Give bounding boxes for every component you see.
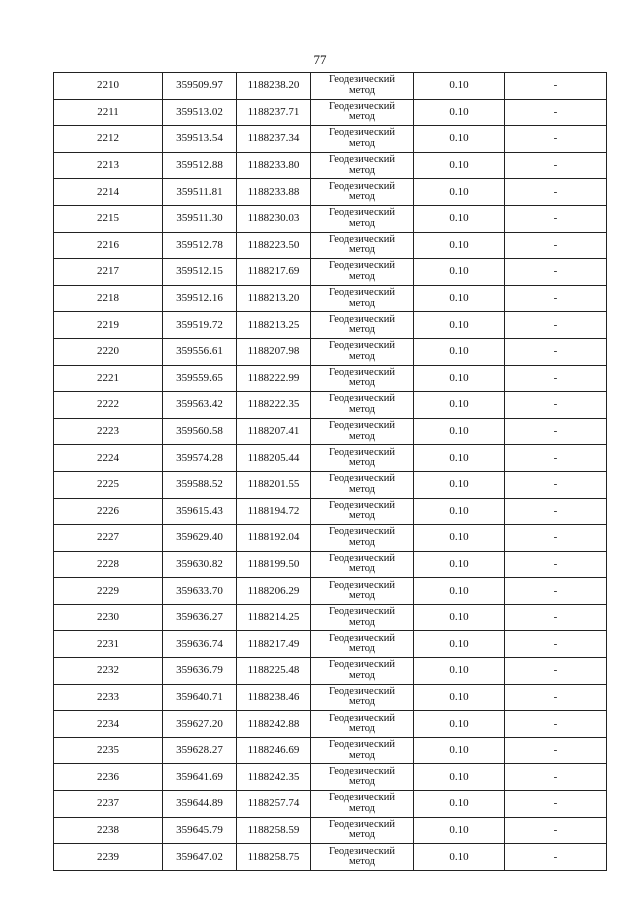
description-cell: - (505, 764, 607, 791)
description-cell: - (505, 205, 607, 232)
x-coordinate-cell: 359513.02 (163, 99, 237, 126)
method-line-1: Геодезический (329, 180, 395, 192)
method-line-1: Геодезический (329, 366, 395, 378)
table-row (54, 578, 607, 605)
description-cell: - (505, 392, 607, 419)
method-cell (311, 737, 414, 764)
method-line-1: Геодезический (329, 552, 395, 564)
method-line-1: Геодезический (329, 207, 395, 219)
description-cell: - (505, 285, 607, 312)
method-line-1: Геодезический (329, 420, 395, 432)
method-line-1: Геодезический (329, 818, 395, 830)
method-line-1: Геодезический (329, 154, 395, 166)
method-line-1: Геодезический (329, 765, 395, 777)
x-coordinate-cell: 359633.70 (163, 578, 237, 605)
table-row (54, 525, 607, 552)
description-cell: - (505, 631, 607, 658)
method-cell (311, 179, 414, 206)
y-coordinate-cell: 1188192.04 (237, 525, 311, 552)
y-coordinate-cell: 1188206.29 (237, 578, 311, 605)
method-line-1: Геодезический (329, 606, 395, 618)
x-coordinate-cell: 359645.79 (163, 817, 237, 844)
method-line-2: метод (348, 191, 376, 203)
method-line-1: Геодезический (329, 659, 395, 671)
x-coordinate-cell: 359512.16 (163, 285, 237, 312)
method-cell (311, 73, 414, 100)
coordinates-table (53, 72, 607, 871)
accuracy-cell: 0.10 (414, 684, 505, 711)
x-coordinate-cell: 359512.15 (163, 259, 237, 286)
method-line-2: метод (348, 590, 376, 602)
x-coordinate-cell: 359513.54 (163, 126, 237, 153)
description-cell: - (505, 551, 607, 578)
accuracy-cell: 0.10 (414, 392, 505, 419)
point-number-cell: 2238 (54, 817, 163, 844)
x-coordinate-cell: 359641.69 (163, 764, 237, 791)
description-cell: - (505, 99, 607, 126)
method-cell (311, 205, 414, 232)
method-line-2: метод (348, 350, 376, 362)
method-cell (311, 658, 414, 685)
method-line-2: метод (348, 457, 376, 469)
description-cell: - (505, 844, 607, 871)
point-number-cell: 2225 (54, 471, 163, 498)
table-row (54, 365, 607, 392)
table-row (54, 338, 607, 365)
y-coordinate-cell: 1188230.03 (237, 205, 311, 232)
y-coordinate-cell: 1188258.59 (237, 817, 311, 844)
method-line-1: Геодезический (329, 685, 395, 697)
table-row (54, 604, 607, 631)
method-line-1: Геодезический (329, 127, 395, 139)
method-line-2: метод (348, 669, 376, 681)
method-line-1: Геодезический (329, 845, 395, 857)
accuracy-cell: 0.10 (414, 445, 505, 472)
description-cell: - (505, 817, 607, 844)
table-row (54, 791, 607, 818)
table-row (54, 684, 607, 711)
x-coordinate-cell: 359556.61 (163, 338, 237, 365)
method-line-2: метод (348, 802, 376, 814)
x-coordinate-cell: 359563.42 (163, 392, 237, 419)
table-row (54, 631, 607, 658)
method-line-2: метод (348, 164, 376, 176)
method-line-2: метод (348, 244, 376, 256)
point-number-cell: 2211 (54, 99, 163, 126)
accuracy-cell: 0.10 (414, 578, 505, 605)
table-row (54, 99, 607, 126)
method-line-2: метод (348, 563, 376, 575)
method-line-2: метод (348, 829, 376, 841)
method-line-2: метод (348, 377, 376, 389)
method-line-2: метод (348, 616, 376, 628)
description-cell: - (505, 471, 607, 498)
point-number-cell: 2212 (54, 126, 163, 153)
point-number-cell: 2215 (54, 205, 163, 232)
table-row (54, 179, 607, 206)
accuracy-cell: 0.10 (414, 259, 505, 286)
description-cell: - (505, 365, 607, 392)
x-coordinate-cell: 359560.58 (163, 418, 237, 445)
method-cell (311, 711, 414, 738)
y-coordinate-cell: 1188238.46 (237, 684, 311, 711)
method-cell (311, 631, 414, 658)
point-number-cell: 2232 (54, 658, 163, 685)
x-coordinate-cell: 359636.27 (163, 604, 237, 631)
point-number-cell: 2221 (54, 365, 163, 392)
point-number-cell: 2219 (54, 312, 163, 339)
y-coordinate-cell: 1188237.71 (237, 99, 311, 126)
y-coordinate-cell: 1188238.20 (237, 73, 311, 100)
method-line-1: Геодезический (329, 446, 395, 458)
method-line-2: метод (348, 430, 376, 442)
description-cell: - (505, 126, 607, 153)
table-row (54, 445, 607, 472)
method-line-1: Геодезический (329, 260, 395, 272)
y-coordinate-cell: 1188246.69 (237, 737, 311, 764)
y-coordinate-cell: 1188217.69 (237, 259, 311, 286)
accuracy-cell: 0.10 (414, 631, 505, 658)
point-number-cell: 2228 (54, 551, 163, 578)
method-line-1: Геодезический (329, 499, 395, 511)
method-cell (311, 285, 414, 312)
table-row (54, 392, 607, 419)
table-row (54, 73, 607, 100)
method-cell (311, 152, 414, 179)
accuracy-cell: 0.10 (414, 498, 505, 525)
description-cell: - (505, 418, 607, 445)
method-cell (311, 312, 414, 339)
method-line-1: Геодезический (329, 579, 395, 591)
method-cell (311, 126, 414, 153)
method-line-2: метод (348, 696, 376, 708)
x-coordinate-cell: 359647.02 (163, 844, 237, 871)
x-coordinate-cell: 359636.74 (163, 631, 237, 658)
y-coordinate-cell: 1188225.48 (237, 658, 311, 685)
description-cell: - (505, 259, 607, 286)
y-coordinate-cell: 1188233.88 (237, 179, 311, 206)
method-line-2: метод (348, 324, 376, 336)
point-number-cell: 2234 (54, 711, 163, 738)
method-cell (311, 684, 414, 711)
method-cell (311, 338, 414, 365)
table-row (54, 711, 607, 738)
method-line-2: метод (348, 403, 376, 415)
point-number-cell: 2218 (54, 285, 163, 312)
accuracy-cell: 0.10 (414, 791, 505, 818)
x-coordinate-cell: 359509.97 (163, 73, 237, 100)
point-number-cell: 2229 (54, 578, 163, 605)
method-cell (311, 525, 414, 552)
table-row (54, 551, 607, 578)
table-row (54, 259, 607, 286)
accuracy-cell: 0.10 (414, 338, 505, 365)
method-cell (311, 259, 414, 286)
method-cell (311, 764, 414, 791)
y-coordinate-cell: 1188237.34 (237, 126, 311, 153)
accuracy-cell: 0.10 (414, 232, 505, 259)
point-number-cell: 2224 (54, 445, 163, 472)
method-cell (311, 844, 414, 871)
y-coordinate-cell: 1188222.99 (237, 365, 311, 392)
x-coordinate-cell: 359636.79 (163, 658, 237, 685)
point-number-cell: 2216 (54, 232, 163, 259)
y-coordinate-cell: 1188201.55 (237, 471, 311, 498)
point-number-cell: 2214 (54, 179, 163, 206)
description-cell: - (505, 179, 607, 206)
y-coordinate-cell: 1188207.41 (237, 418, 311, 445)
accuracy-cell: 0.10 (414, 365, 505, 392)
description-cell: - (505, 604, 607, 631)
point-number-cell: 2210 (54, 73, 163, 100)
method-cell (311, 791, 414, 818)
y-coordinate-cell: 1188217.49 (237, 631, 311, 658)
x-coordinate-cell: 359559.65 (163, 365, 237, 392)
method-line-2: метод (348, 536, 376, 548)
x-coordinate-cell: 359512.78 (163, 232, 237, 259)
method-line-1: Геодезический (329, 712, 395, 724)
point-number-cell: 2222 (54, 392, 163, 419)
y-coordinate-cell: 1188242.88 (237, 711, 311, 738)
method-line-2: метод (348, 776, 376, 788)
y-coordinate-cell: 1188257.74 (237, 791, 311, 818)
y-coordinate-cell: 1188222.35 (237, 392, 311, 419)
table-row (54, 285, 607, 312)
description-cell: - (505, 152, 607, 179)
method-line-1: Геодезический (329, 74, 395, 86)
method-line-1: Геодезический (329, 313, 395, 325)
method-line-1: Геодезический (329, 792, 395, 804)
description-cell: - (505, 658, 607, 685)
description-cell: - (505, 684, 607, 711)
point-number-cell: 2231 (54, 631, 163, 658)
method-cell (311, 471, 414, 498)
accuracy-cell: 0.10 (414, 764, 505, 791)
accuracy-cell: 0.10 (414, 312, 505, 339)
method-cell (311, 418, 414, 445)
point-number-cell: 2233 (54, 684, 163, 711)
x-coordinate-cell: 359519.72 (163, 312, 237, 339)
y-coordinate-cell: 1188205.44 (237, 445, 311, 472)
y-coordinate-cell: 1188194.72 (237, 498, 311, 525)
method-cell (311, 604, 414, 631)
table-row (54, 817, 607, 844)
accuracy-cell: 0.10 (414, 285, 505, 312)
method-line-1: Геодезический (329, 739, 395, 751)
method-line-2: метод (348, 723, 376, 735)
x-coordinate-cell: 359629.40 (163, 525, 237, 552)
description-cell: - (505, 711, 607, 738)
table-row (54, 844, 607, 871)
x-coordinate-cell: 359512.88 (163, 152, 237, 179)
description-cell: - (505, 232, 607, 259)
description-cell: - (505, 791, 607, 818)
method-cell (311, 817, 414, 844)
point-number-cell: 2239 (54, 844, 163, 871)
x-coordinate-cell: 359630.82 (163, 551, 237, 578)
x-coordinate-cell: 359628.27 (163, 737, 237, 764)
table-row (54, 737, 607, 764)
accuracy-cell: 0.10 (414, 73, 505, 100)
table-row (54, 471, 607, 498)
point-number-cell: 2213 (54, 152, 163, 179)
point-number-cell: 2236 (54, 764, 163, 791)
y-coordinate-cell: 1188258.75 (237, 844, 311, 871)
y-coordinate-cell: 1188214.25 (237, 604, 311, 631)
accuracy-cell: 0.10 (414, 551, 505, 578)
x-coordinate-cell: 359511.30 (163, 205, 237, 232)
page-number: 77 (313, 52, 327, 67)
method-line-2: метод (348, 84, 376, 96)
accuracy-cell: 0.10 (414, 737, 505, 764)
accuracy-cell: 0.10 (414, 471, 505, 498)
x-coordinate-cell: 359640.71 (163, 684, 237, 711)
description-cell: - (505, 498, 607, 525)
accuracy-cell: 0.10 (414, 604, 505, 631)
method-line-2: метод (348, 483, 376, 495)
method-line-1: Геодезический (329, 233, 395, 245)
method-cell (311, 392, 414, 419)
point-number-cell: 2237 (54, 791, 163, 818)
accuracy-cell: 0.10 (414, 179, 505, 206)
x-coordinate-cell: 359644.89 (163, 791, 237, 818)
accuracy-cell: 0.10 (414, 817, 505, 844)
accuracy-cell: 0.10 (414, 658, 505, 685)
x-coordinate-cell: 359615.43 (163, 498, 237, 525)
accuracy-cell: 0.10 (414, 99, 505, 126)
method-line-1: Геодезический (329, 393, 395, 405)
y-coordinate-cell: 1188213.20 (237, 285, 311, 312)
table-row (54, 232, 607, 259)
method-line-1: Геодезический (329, 526, 395, 538)
table-row (54, 205, 607, 232)
x-coordinate-cell: 359511.81 (163, 179, 237, 206)
table-row (54, 764, 607, 791)
y-coordinate-cell: 1188207.98 (237, 338, 311, 365)
description-cell: - (505, 312, 607, 339)
table-row (54, 152, 607, 179)
point-number-cell: 2223 (54, 418, 163, 445)
y-coordinate-cell: 1188233.80 (237, 152, 311, 179)
method-line-2: метод (348, 749, 376, 761)
description-cell: - (505, 445, 607, 472)
accuracy-cell: 0.10 (414, 205, 505, 232)
table-row (54, 126, 607, 153)
description-cell: - (505, 338, 607, 365)
x-coordinate-cell: 359627.20 (163, 711, 237, 738)
point-number-cell: 2226 (54, 498, 163, 525)
accuracy-cell: 0.10 (414, 152, 505, 179)
table-row (54, 658, 607, 685)
method-line-1: Геодезический (329, 340, 395, 352)
accuracy-cell: 0.10 (414, 844, 505, 871)
description-cell: - (505, 578, 607, 605)
method-line-2: метод (348, 270, 376, 282)
table-body (54, 73, 607, 871)
method-line-1: Геодезический (329, 287, 395, 299)
method-cell (311, 498, 414, 525)
method-line-2: метод (348, 856, 376, 868)
description-cell: - (505, 737, 607, 764)
method-line-2: метод (348, 217, 376, 229)
table-row (54, 498, 607, 525)
method-cell (311, 445, 414, 472)
method-cell (311, 99, 414, 126)
method-line-1: Геодезический (329, 632, 395, 644)
x-coordinate-cell: 359574.28 (163, 445, 237, 472)
method-line-2: метод (348, 111, 376, 123)
method-line-1: Геодезический (329, 100, 395, 112)
method-line-1: Геодезический (329, 473, 395, 485)
accuracy-cell: 0.10 (414, 418, 505, 445)
accuracy-cell: 0.10 (414, 126, 505, 153)
method-cell (311, 365, 414, 392)
point-number-cell: 2230 (54, 604, 163, 631)
method-cell (311, 232, 414, 259)
point-number-cell: 2220 (54, 338, 163, 365)
y-coordinate-cell: 1188213.25 (237, 312, 311, 339)
description-cell: - (505, 73, 607, 100)
description-cell: - (505, 525, 607, 552)
method-line-2: метод (348, 297, 376, 309)
table-row (54, 312, 607, 339)
point-number-cell: 2235 (54, 737, 163, 764)
accuracy-cell: 0.10 (414, 525, 505, 552)
method-cell (311, 578, 414, 605)
y-coordinate-cell: 1188199.50 (237, 551, 311, 578)
y-coordinate-cell: 1188223.50 (237, 232, 311, 259)
x-coordinate-cell: 359588.52 (163, 471, 237, 498)
accuracy-cell: 0.10 (414, 711, 505, 738)
point-number-cell: 2217 (54, 259, 163, 286)
method-line-2: метод (348, 137, 376, 149)
method-line-2: метод (348, 510, 376, 522)
y-coordinate-cell: 1188242.35 (237, 764, 311, 791)
method-cell (311, 551, 414, 578)
table-row (54, 418, 607, 445)
method-line-2: метод (348, 643, 376, 655)
point-number-cell: 2227 (54, 525, 163, 552)
